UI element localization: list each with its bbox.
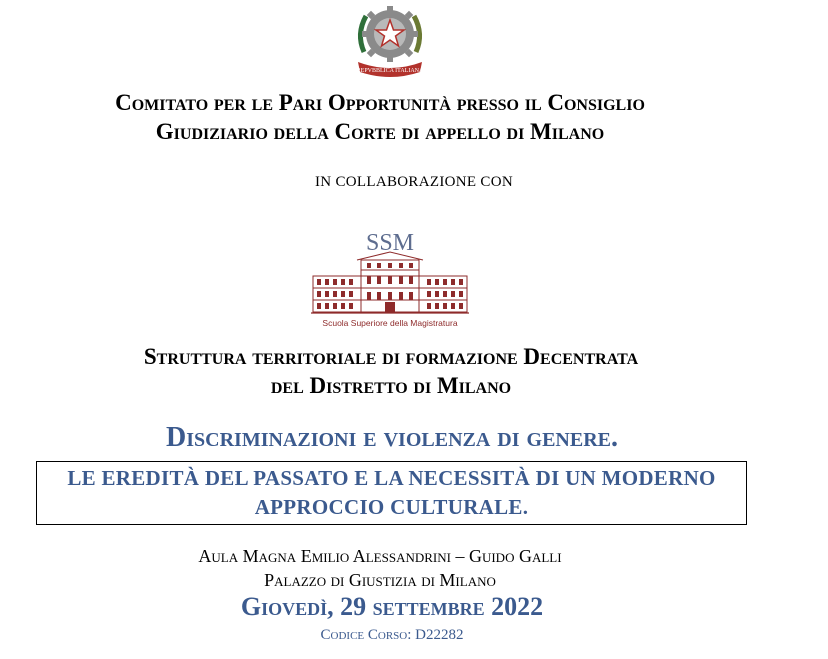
event-title: Discriminazioni e violenza di genere. bbox=[166, 422, 618, 453]
repubblica-italiana-emblem bbox=[350, 0, 430, 80]
event-subtitle-line2: APPROCCIO CULTURALE. bbox=[254, 495, 529, 519]
venue-line2: Palazzo di Giustizia di Milano bbox=[264, 570, 496, 590]
event-subtitle-line1: LE EREDITÀ DEL PASSATO E LA NECESSITÀ DI UN MODERNO bbox=[67, 466, 716, 490]
venue-line1: Aula Magna Emilio Alessandrini – Guido Galli bbox=[198, 546, 562, 566]
structure-title bbox=[0, 342, 782, 400]
structure-title-line2: del Distretto di Milano bbox=[270, 373, 512, 398]
committee-title-line1: Comitato per le Pari Opportunità presso il Consiglio bbox=[115, 90, 645, 115]
ssm-logo-letters: SSM bbox=[365, 230, 415, 256]
structure-title-line1: Struttura territoriale di formazione Decentrata bbox=[143, 344, 639, 369]
ssm-logo bbox=[307, 226, 473, 330]
course-code: Codice Corso: D22282 bbox=[320, 627, 464, 643]
event-subtitle-box bbox=[36, 461, 747, 525]
collaboration-label: IN COLLABORAZIONE CON bbox=[315, 174, 513, 190]
emblem-ribbon-text: REPVBBLICA ITALIANA bbox=[356, 68, 424, 74]
ssm-logo-caption: Scuola Superiore della Magistratura bbox=[322, 318, 458, 328]
event-venue bbox=[0, 544, 760, 592]
event-date: Giovedì, 29 settembre 2022 bbox=[240, 592, 544, 621]
committee-title bbox=[0, 88, 760, 146]
committee-title-line2: Giudiziario della Corte di appello di Milano bbox=[155, 119, 605, 144]
